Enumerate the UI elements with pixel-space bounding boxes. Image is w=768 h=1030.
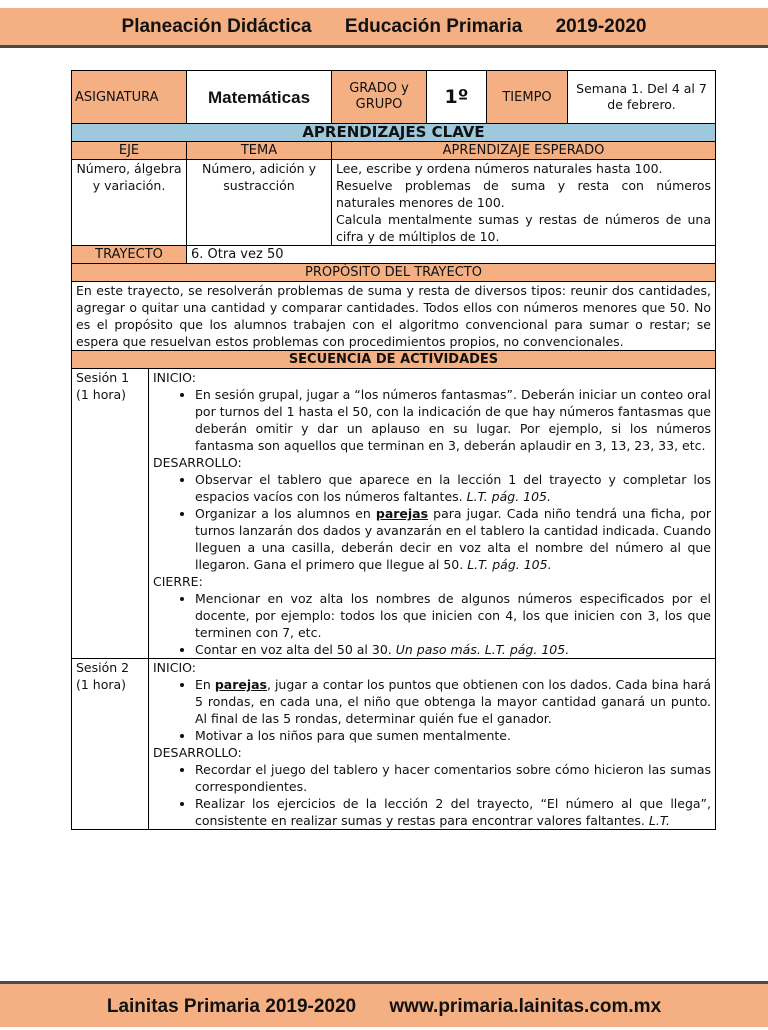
session-1-label [72,369,149,659]
col-aprendizaje: APRENDIZAJE ESPERADO [332,142,716,160]
col-eje: EJE [72,142,187,160]
phase-desarrollo: DESARROLLO: [153,745,242,760]
inicio-list [153,676,711,744]
session-1-content [149,369,716,659]
aprendizaje-value [332,160,716,246]
session-duration: (1 hora) [76,677,127,692]
list-item: • Recordar el juego del tablero y hacer comentarios sobre cómo hicieron las sumas correspondientes. [195,761,711,795]
list-item: • Motivar a los niños para que sumen mentalmente. [195,727,711,744]
aprendizaje-item: Calcula mentalmente sumas y restas de números de una cifra y de múltiplos de 10. [336,212,711,244]
secuencia-title: SECUENCIA DE ACTIVIDADES [72,351,716,369]
asignatura-label: ASIGNATURA [72,71,187,124]
header-year: 2019-2020 [555,16,647,37]
aprendizaje-item: Resuelve problemas de suma y resta con números naturales menores de 100. [336,178,711,210]
tema-value: Número, adición y sustracción [187,160,332,246]
trayecto-row [72,246,716,264]
session-number: Sesión 1 [76,370,130,385]
list-item: • Observar el tablero que aparece en la lección 1 del trayecto y completar los espacios vacíos con los números faltantes. L.T. pág. 105. [195,471,711,505]
session-2-label [72,659,149,830]
desarrollo-list [153,471,711,573]
aprendizajes-band [72,124,716,142]
secuencia-band [72,351,716,369]
desarrollo-list [153,761,711,829]
tiempo-value: Semana 1. Del 4 al 7 de febrero. [568,71,716,124]
list-item: • Organizar a los alumnos en parejas para jugar. Cada niño tendrá una ficha, por turnos lanzarán dos dados y avanzarán en el tablero la cantidad indicada. Cuando lleguen a una casilla, deberán decir en voz alta el nombre del número al que llegaron. Gana el primero que llegue al 50. L.T. pág. 105. [195,505,711,573]
list-item: • Realizar los ejercicios de la lección 2 del trayecto, “El número al que llega”, consistente en realizar sumas y restas para encontrar valores faltantes. L.T. [195,795,711,829]
info-row [72,71,716,124]
trayecto-label: TRAYECTO [72,246,187,264]
footer-brand: Lainitas Primaria 2019-2020 [106,996,357,1017]
session-number: Sesión 2 [76,660,130,675]
aprendizajes-title: APRENDIZAJES CLAVE [72,124,716,142]
grado-value: 1º [427,71,487,124]
eje-value: Número, álgebra y variación. [72,160,187,246]
list-item: • En parejas, jugar a contar los puntos que obtienen con los dados. Cada bina hará 5 rondas, en cada una, el niño que obtenga la mayor cantidad ganará un punto. Al final de las 5 rondas, determinar quién fue el ganador. [195,676,711,727]
col-tema: TEMA [187,142,332,160]
session-duration: (1 hora) [76,387,127,402]
list-item: • Mencionar en voz alta los nombres de algunos números especificados por el docente, por ejemplo: todos los que inicien con 4, los que inicien con 3, los que terminen con 7, etc. [195,590,711,641]
session-1-row [72,369,716,659]
inicio-list [153,386,711,454]
tiempo-label: TIEMPO [487,71,568,124]
phase-cierre: CIERRE: [153,574,203,589]
proposito-band [72,264,716,282]
page-header [0,8,768,48]
aprendizaje-item: Lee, escribe y ordena números naturales hasta 100. [336,161,663,176]
session-2-row [72,659,716,830]
list-item: • Contar en voz alta del 50 al 30. Un paso más. L.T. pág. 105. [195,641,711,658]
asignatura-value: Matemáticas [187,71,332,124]
aprendizajes-header-row [72,142,716,160]
grado-label: GRADO y GRUPO [332,71,427,124]
proposito-title: PROPÓSITO DEL TRAYECTO [72,264,716,282]
header-title: Planeación Didáctica [121,16,312,37]
session-2-content [149,659,716,830]
cierre-list [153,590,711,658]
footer-url-link[interactable]: www.primaria.lainitas.com.mx [389,996,662,1017]
phase-inicio: INICIO: [153,660,196,675]
proposito-row [72,282,716,351]
aprendizajes-row [72,160,716,246]
header-level: Educación Primaria [344,16,523,37]
lesson-plan-table [71,70,716,830]
phase-desarrollo: DESARROLLO: [153,455,242,470]
proposito-text: En este trayecto, se resolverán problemas de suma y resta de diversos tipos: reunir dos cantidades, agregar o quitar una cantidad y comparar cantidades. Todos ellos con números menores que 50. No es el propósito que los alumnos trabajen con el algoritmo convencional para sumar o restar; se espera que resuelvan estos problemas con procedimientos propios, no convencionales. [72,282,716,351]
trayecto-value: 6. Otra vez 50 [187,246,716,264]
list-item: • En sesión grupal, jugar a “los números fantasmas”. Deberán iniciar un conteo oral por turnos del 1 hasta el 50, con la indicación de que hay números fantasmas que deberán omitir y dar un aplauso en su lugar. Por ejemplo, si los números fantasma son aquellos que terminan en 3, deberán aplaudir en 3, 13, 23, 33, etc. [195,386,711,454]
phase-inicio: INICIO: [153,370,196,385]
page-footer [0,981,768,1027]
